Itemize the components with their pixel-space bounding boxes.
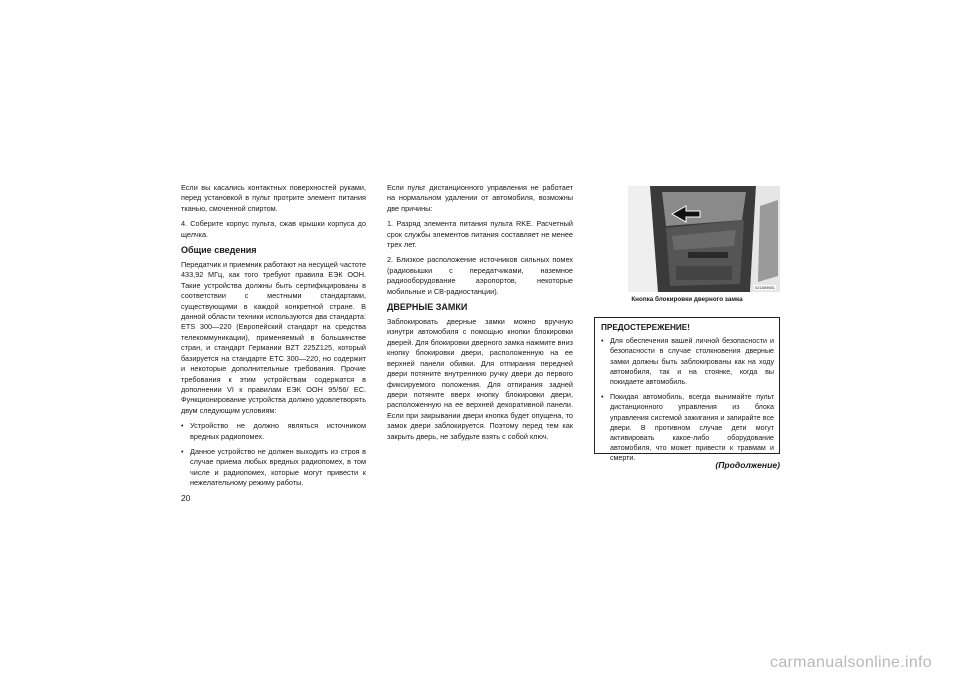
list-item: • Устройство не должно являться источником вредных радиопомех. bbox=[181, 421, 366, 442]
warning-list bbox=[601, 336, 774, 463]
paragraph: Если пульт дистанционного управления не работает на нормальном удалении от автомобиля, возможны две причины: bbox=[387, 183, 573, 213]
list-item: • Данное устройство не должен выходить из строя в случае приема любых вредных радиопомех, в том числе и радиопомех, которые могут привести к нежелательному режиму работы. bbox=[181, 447, 366, 489]
watermark: carmanualsonline.info bbox=[770, 654, 932, 671]
paragraph: 2. Близкое расположение источников сильных помех (радиовышки с передатчиками, наземное радиооборудование аэропортов, некоторые мобильные и CB-радиостанции). bbox=[387, 255, 573, 296]
paragraph: 1. Разряд элемента питания пульта RKE. Расчетный срок службы элементов питания составляет не менее трех лет. bbox=[387, 219, 573, 250]
section-heading-general-info: Общие сведения bbox=[181, 245, 257, 256]
figure-caption: Кнопка блокировки дверного замка bbox=[631, 296, 743, 303]
paragraph: 4. Соберите корпус пульта, сжав крышки корпуса до щелчка. bbox=[181, 219, 366, 239]
paragraph: Заблокировать дверные замки можно вручную изнутри автомобиля с помощью кнопки блокировки дверей. Для блокировки дверного замка нажмите вниз кнопку блокировки двери, расположенную на ее верхней панели обивки. Для отпирания передней двери потяните внутреннюю ручку двери до первого фиксируемого положения. Для отпирания задней двери потяните вверх кнопку блокировки двери, расположенную на ее верхней декоративной панели. Если при закрывании двери кнопка будет опущена, то замок двери заблокируется. Поэтому перед тем как закрыть дверь, не забудьте взять с собой ключ. bbox=[387, 317, 573, 441]
section-heading-door-locks: ДВЕРНЫЕ ЗАМКИ bbox=[387, 302, 468, 313]
warning-title: ПРЕДОСТЕРЕЖЕНИЕ! bbox=[601, 323, 690, 332]
figure-code: 021809651 bbox=[754, 285, 775, 290]
bullet-list bbox=[181, 421, 366, 488]
column-2 bbox=[387, 183, 573, 447]
paragraph: Передатчик и приемник работают на несущей частоте 433,92 МГц, как того требуют правила ЕЭК ООН. Такие устройства должны быть сертифицированы в соответствии с местными стандартами, существующими в каждой конкретной стране. В данной области техники используются два стандарта: ETS 300—220 (Европейский стандарт на средства телекоммуникации), применяемый в большинстве стран, и стандарт Германии BZT 225Z125, который базируется на стандарте ETC 300—220, но содержит и некоторые дополнительные требования. Прочие требования к этим устройствам содержатся в дополнении VI к правилам ЕЭК ООН 95/56/ ЕС. Функционирование устройства должно удовлетворять двум следующим условиям: bbox=[181, 260, 366, 415]
door-lock-button-photo bbox=[628, 186, 780, 292]
warning-box bbox=[594, 317, 780, 463]
door-interior-illustration bbox=[628, 186, 780, 292]
list-item: • Для обеспечения вашей личной безопасности и безопасности в случае столкновения дверные замки должны быть заблокированы как на ходу автомобиля, так и на стоянке, когда вы покидаете автомобиль. bbox=[601, 336, 774, 387]
continued-label: (Продолжение) bbox=[715, 460, 780, 470]
paragraph: Если вы касались контактных поверхностей руками, перед установкой в пульт протрите элемент питания тканью, смоченной спиртом. bbox=[181, 183, 366, 213]
list-item: • Покидая автомобиль, всегда вынимайте пульт дистанционного управления из блока управления системой зажигания и запирайте все двери. В противном случае дети могут активировать какое-либо оборудование автомобиля, что может привести к травмам и смерти. bbox=[601, 392, 774, 463]
column-1 bbox=[181, 183, 366, 494]
page-number: 20 bbox=[181, 493, 191, 503]
